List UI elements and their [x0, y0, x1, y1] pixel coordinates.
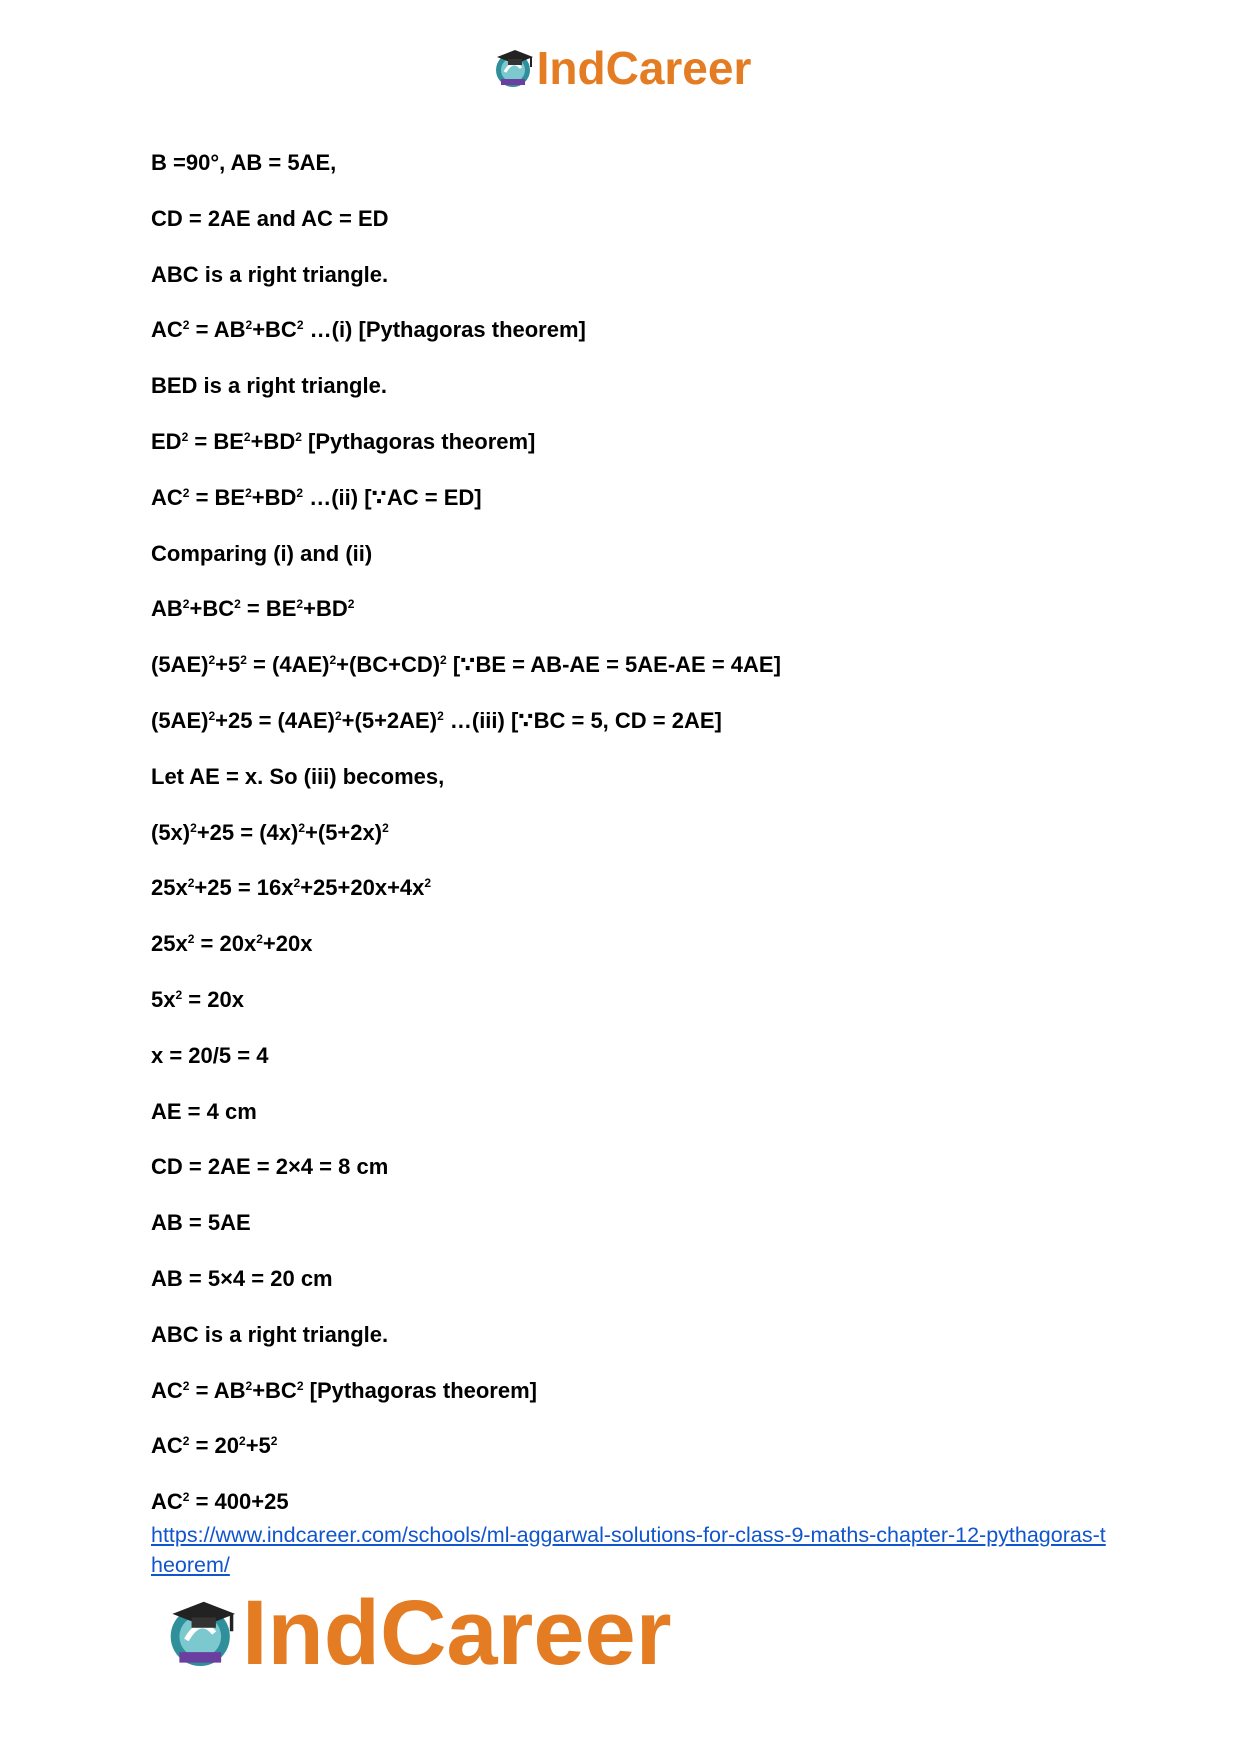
source-link[interactable]: https://www.indcareer.com/schools/ml-aggarwal-solutions-for-class-9-maths-chapter-12-pythagoras-theorem/: [151, 1523, 1106, 1577]
solution-line: CD = 2AE = 2×4 = 8 cm: [151, 1154, 389, 1180]
solution-line: $AB^2+BC^2 = BE^2+BD^2$: [151, 596, 355, 622]
solution-line: $(5AE)^2+25 = (4AE)^2+(5+2AE)^2$ …(iii) [∵BC = 5, CD = 2AE]: [151, 707, 722, 733]
solution-line: $AC^2 = BE^2+BD^2$ …(ii) [∵AC = ED]: [151, 484, 482, 510]
solution-line: Comparing (i) and (ii): [151, 540, 373, 566]
solution-line: ABC is a right triangle.: [151, 261, 389, 287]
solution-line: ABC is a right triangle.: [151, 1321, 389, 1347]
solution-line: $AC^2 = 20^2+5^2$: [151, 1433, 278, 1459]
header-logo: [0, 38, 1242, 98]
solution-line: $25x^2 = 20x^2+20x$: [151, 931, 313, 957]
footer-logo: [162, 1582, 672, 1684]
solution-line: Let AE = x. So (iii) becomes,: [151, 763, 445, 789]
solution-line: AB = 5AE: [151, 1210, 251, 1236]
graduation-globe-icon: [162, 1593, 242, 1673]
logo-wordmark: IndCareer: [242, 1582, 672, 1684]
solution-line: $5x^2 = 20x$: [151, 986, 244, 1012]
graduation-globe-icon: [491, 45, 537, 91]
solution-line: $(5AE)^2+5^2 = (4AE)^2+(BC+CD)^2$ [∵BE = AB-AE = 5AE-AE = 4AE]: [151, 652, 781, 678]
indcareer-logo: [491, 42, 752, 94]
solution-line: $AC^2 = 400+25$: [151, 1489, 289, 1515]
solution-line: $AC^2 = AB^2+BC^2$ [Pythagoras theorem]: [151, 1377, 537, 1403]
solution-line: $25x^2+25 = 16x^2+25+20x+4x^2$: [151, 875, 432, 901]
solution-line: $(5x)^2+25 = (4x)^2+(5+2x)^2$: [151, 819, 389, 845]
logo-wordmark: IndCareer: [536, 42, 752, 94]
solution-line: $AC^2 = AB^2+BC^2$ …(i) [Pythagoras theorem]: [151, 317, 586, 343]
solution-line: $ED^2 = BE^2+BD^2$ [Pythagoras theorem]: [151, 428, 536, 454]
solution-line: CD = 2AE and AC = ED: [151, 205, 389, 231]
solution-content: [151, 146, 1111, 1541]
solution-line: B =90°, AB = 5AE,: [151, 150, 337, 175]
solution-line: AE = 4 cm: [151, 1098, 257, 1124]
solution-line: AB = 5×4 = 20 cm: [151, 1265, 333, 1291]
solution-line: x = 20/5 = 4: [151, 1042, 269, 1068]
solution-line: BED is a right triangle.: [151, 373, 387, 399]
indcareer-logo-large: [162, 1582, 672, 1684]
